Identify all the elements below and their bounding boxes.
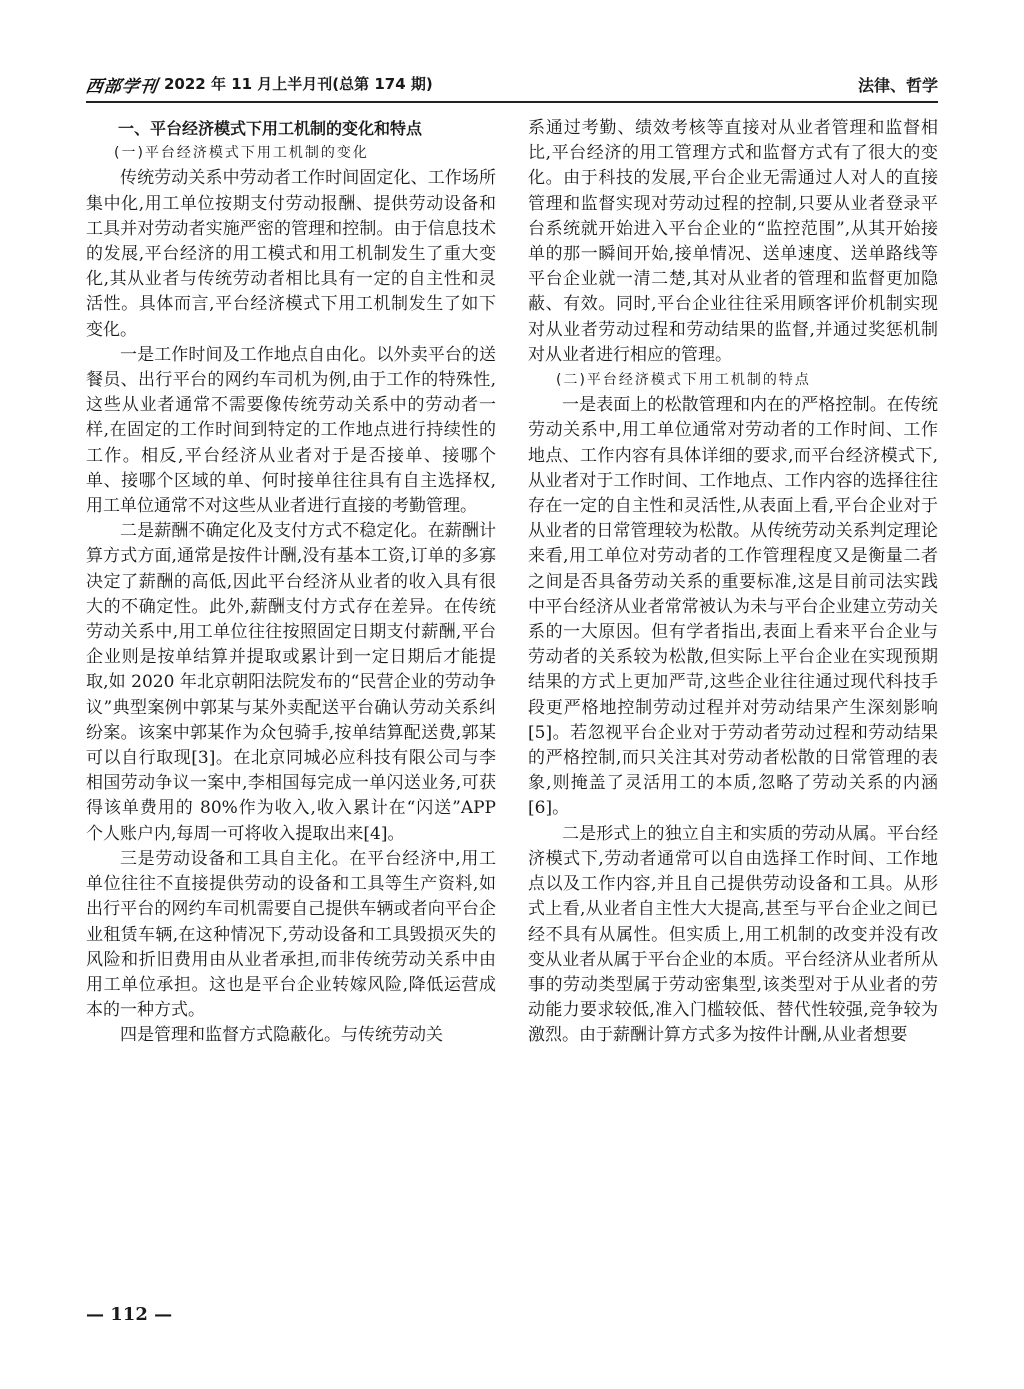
paragraph: 三是劳动设备和工具自主化。在平台经济中,用工单位往往不直接提供劳动的设备和工具等生产资料,如出行平台的网约车司机需要自己提供车辆或者向平台企业租赁车辆,在这种情况下,劳动设备和工具毁损灭失的风险和折旧费用由从业者承担,而非传统劳动关系中由用工单位承担。这也是平台企业转嫁风险,降低运营成本的一种方式。 [86,848,496,1021]
paragraph: 一是工作时间及工作地点自由化。以外卖平台的送餐员、出行平台的网约车司机为例,由于工作的特殊性,这些从业者通常不需要像传统劳动关系中的劳动者一样,在固定的工作时间到特定的工作地点进行持续性的工作。相反,平台经济从业者对于是否接单、接哪个单、接哪个区域的单、何时接单往往具有自主选择权,用工单位通常不对这些从业者进行直接的考勤管理。 [86,344,496,517]
subsection-heading: (一)平台经济模式下用工机制的变化 [114,145,369,162]
header-rule [86,101,938,103]
running-header [86,68,938,104]
paragraph: 二是薪酬不确定化及支付方式不稳定化。在薪酬计算方式方面,通常是按件计酬,没有基本工资,订单的多寡决定了薪酬的高低,因此平台经济从业者的收入具有很大的不确定性。此外,薪酬支付方式存在差异。在传统劳动关系中,用工单位往往按照固定日期支付薪酬,平台企业则是按单结算并提取或累计到一定日期后才能提取,如 2020 年北京朝阳法院发布的“民营企业的劳动争议”典型案例中郭某与某外卖配送平台确认劳动关系纠纷案。该案中郭某作为众包骑手,按单结算配送费,郭某可以自行取现[3]。在北京同城必应科技有限公司与李相国劳动争议一案中,李相国每完成一单闪送业务,可获得该单费用的 80%作为收入,收入累计在“闪送”APP 个人账户内,每周一可将收入提取出来[4]。 [86,521,496,844]
left-column [86,116,496,1049]
section-category: 法律、哲学 [857,76,938,95]
journal-logo: 西部学刊 [84,77,160,97]
paragraph: 四是管理和监督方式隐蔽化。与传统劳动关 [120,1025,443,1046]
paragraph: 传统劳动关系中劳动者工作时间固定化、工作场所集中化,用工单位按期支付劳动报酬、提供劳动设备和工具并对劳动者实施严密的管理和控制。由于信息技术的发展,平台经济的用工模式和用工机制发生了重大变化,其从业者与传统劳动者相比具有一定的自主性和灵活性。具体而言,平台经济模式下用工机制发生了如下变化。 [86,168,496,340]
paragraph: 二是形式上的独立自主和实质的劳动从属。平台经济模式下,劳动者通常可以自由选择工作时间、工作地点以及工作内容,并且自己提供劳动设备和工具。从形式上看,从业者自主性大大提高,甚至与平台企业之间已经不具有从属性。但实质上,用工机制的改变并没有改变从业者从属于平台企业的本质。平台经济从业者所从事的劳动类型属于劳动密集型,该类型对于从业者的劳动能力要求较低,准入门槛较低、替代性较强,竞争较为激烈。由于薪酬计算方式多为按件计酬,从业者想要 [528,823,938,1046]
paragraph-continued: 系通过考勤、绩效考核等直接对从业者管理和监督相比,平台经济的用工管理方式和监督方式有了很大的变化。由于科技的发展,平台企业无需通过人对人的直接管理和监督实现对劳动过程的控制,只要从业者登录平台系统就开始进入平台企业的“监控范围”,从其开始接单的那一瞬间开始,接单情况、送单速度、送单路线等平台企业就一清二楚,其对从业者的管理和监督更加隐蔽、有效。同时,平台企业往往采用顾客评价机制实现对从业者劳动过程和劳动结果的监督,并通过奖惩机制对从业者进行相应的管理。 [528,118,938,365]
issue-info: 2022 年 11 月上半月刊(总第 174 期) [164,75,433,93]
right-column [528,116,938,1049]
section-heading: 一、平台经济模式下用工机制的变化和特点 [118,119,423,138]
subsection-heading: (二)平台经济模式下用工机制的特点 [556,372,811,389]
page-number: — 112 — [86,1304,173,1325]
paragraph: 一是表面上的松散管理和内在的严格控制。在传统劳动关系中,用工单位通常对劳动者的工作时间、工作地点、工作内容有具体详细的要求,而平台经济模式下,从业者对于工作时间、工作地点、工作内容的选择往往存在一定的自主性和灵活性,从表面上看,平台企业对于从业者的日常管理较为松散。从传统劳动关系判定理论来看,用工单位对劳动者的工作管理程度又是衡量二者之间是否具备劳动关系的重要标准,这是目前司法实践中平台经济从业者常常被认为未与平台企业建立劳动关系的一大原因。但有学者指出,表面上看来平台企业与劳动者的关系较为松散,但实际上平台企业在实现预期结果的方式上更加严苛,这些企业往往通过现代科技手段更严格地控制劳动过程并对劳动结果产生深刻影响[5]。若忽视平台企业对于劳动者劳动过程和劳动结果的严格控制,而只关注其对劳动者松散的日常管理的表象,则掩盖了灵活用工的本质,忽略了劳动关系的内涵[6]。 [528,395,938,819]
